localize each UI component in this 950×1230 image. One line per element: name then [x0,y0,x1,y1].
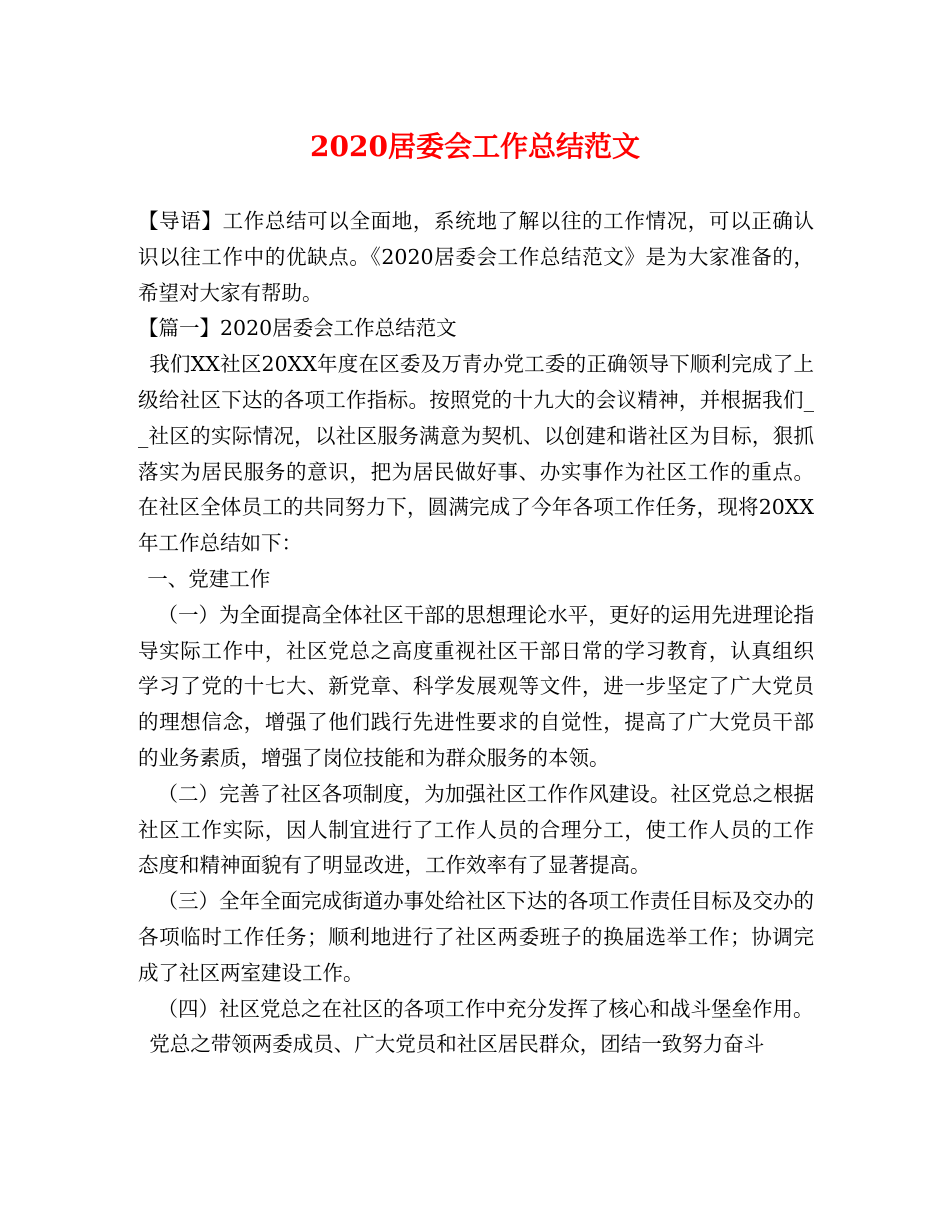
list-item-1: （一）为全面提高全体社区干部的思想理论水平，更好的运用先进理论指导实际工作中，社区党总之高度重视社区干部日常的学习教育，认真组织学习了党的十七大、新党章、科学发展观等文件，进一步坚定了广大党员的理想信念，增强了他们践行先进性要求的自觉性，提高了广大党员干部的业务素质，增强了岗位技能和为群众服务的本领。 [138,602,814,770]
intro-paragraph: 【导语】工作总结可以全面地，系统地了解以往的工作情况，可以正确认识以往工作中的优缺点。《2020居委会工作总结范文》是为大家准备的，希望对大家有帮助。 [138,209,814,305]
list-item-4: （四）社区党总之在社区的各项工作中充分发挥了核心和战斗堡垒作用。 [157,996,814,1021]
summary-paragraph: 我们XX社区20XX年度在区委及万青办党工委的正确领导下顺利完成了上级给社区下达的各项工作指标。按照党的十九大的会议精神，并根据我们__社区的实际情况，以社区服务满意为契机、以创建和谐社区为目标，狠抓落实为居民服务的意识，把为居民做好事、办实事作为社区工作的重点。在社区全体员工的共同努力下，圆满完成了今年各项工作任务，现将20XX年工作总结如下： [138,352,814,556]
section-heading-party-building: 一、党建工作 [147,566,271,591]
closing-paragraph: 党总之带领两委成员、广大党员和社区居民群众，团结一致努力奋斗 [149,1032,765,1057]
list-item-3: （三）全年全面完成街道办事处给社区下达的各项工作责任目标及交办的各项临时工作任务；顺利地进行了社区两委班子的换届选举工作；协调完成了社区两室建设工作。 [138,889,814,985]
document-title: 2020居委会工作总结范文 [310,130,640,163]
list-item-2: （二）完善了社区各项制度，为加强社区工作作风建设。社区党总之根据社区工作实际，因人制宜进行了工作人员的合理分工，使工作人员的工作态度和精神面貌有了明显改进，工作效率有了显著提高。 [138,781,814,878]
document-body [138,204,814,1063]
section-heading-part-one: 【篇一】2020居委会工作总结范文 [138,316,457,341]
